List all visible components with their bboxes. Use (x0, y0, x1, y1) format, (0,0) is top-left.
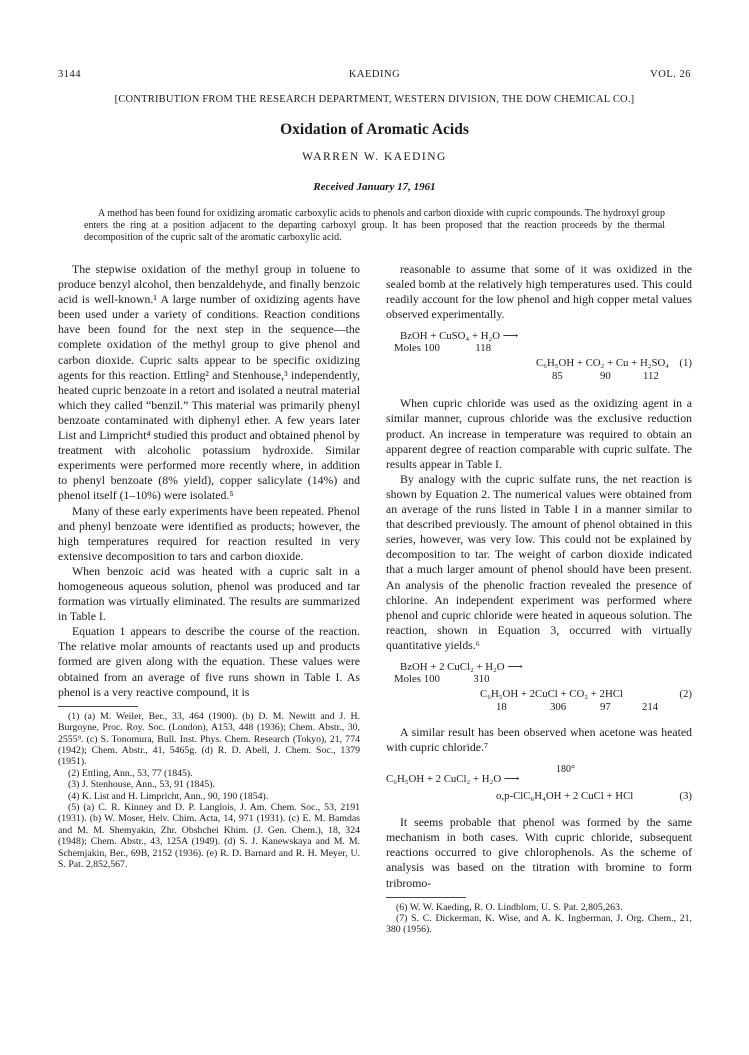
paragraph: A similar result has been observed when acetone was heated with cupric chloride.⁷ (386, 724, 692, 755)
equation-line: C₆H₅OH + 2 CuCl₂ + H₂O ⟶ (386, 773, 520, 786)
moles-value: 97 (600, 700, 611, 713)
moles-value: 18 (496, 700, 507, 713)
author-name: WARREN W. KAEDING (302, 151, 447, 163)
footnote-rule (386, 897, 466, 898)
footnote: (1) (a) M. Weiler, Ber., 33, 464 (1900). (b) D. M. Newitt and J. H. Burgoyne, Proc. Roy. Soc. (London), A153, 448 (1936); Chem. Abstr., 30, 2555⁹. (c) S. Tonomura, Bull. Inst. Phys. Chem. Research (Tokyo), 21, 774 (1942); Chem. Abstr., 41, 5465g. (d) R. D. Abell, J. Chem. Soc., 1379 (1951). (58, 710, 360, 768)
footnote: (5) (a) C. R. Kinney and D. P. Langlois, J. Am. Chem. Soc., 53, 2191 (1931). (b) W. Moser, Helv. Chim. Acta, 14, 971 (1931). (c) E. M. Bamdas and M. M. Shemyakin, Zhr. Obshchei Khim. (J. Gen. Chem.), 18, 324 (1948); Chem. Abstr., 43, 125A (1949). (d) S. J. Kanewskaya and M. M. Schemjakin, Ber., 69B, 2152 (1936). (e) R. D. Barnard and R. H. Meyer, U. S. Pat. 2,852,567. (58, 801, 360, 870)
footnote: (7) S. C. Dickerman, K. Wise, and A. K. Ingberman, J. Org. Chem., 21, 380 (1956). (386, 913, 692, 936)
contribution-line: [CONTRIBUTION FROM THE RESEARCH DEPARTMENT, WESTERN DIVISION, THE DOW CHEMICAL CO.] (114, 94, 635, 105)
volume-label: VOL. 26 (650, 69, 691, 80)
equation-line: C₆H₅OH + CO₂ + Cu + H₂SO₄ (536, 357, 670, 370)
abstract: A method has been found for oxidizing aromatic carboxylic acids to phenols and carbon dioxide with cupric compounds. The hydroxyl group enters the ring at a position adjacent to the departing carboxyl group. It has been proposed that the reaction proceeds by the thermal decomposition of the cupric salt of the aromatic carboxylic acid. (84, 208, 665, 243)
footnotes-left (58, 711, 360, 871)
equation-line: o,p-ClC₆H₄OH + 2 CuCl + HCl (496, 790, 634, 803)
running-author: KAEDING (348, 69, 401, 80)
running-header (58, 69, 691, 83)
equation-2 (386, 661, 692, 717)
equation-3 (386, 763, 692, 807)
equation-1 (386, 330, 692, 388)
footnotes-right (386, 902, 692, 936)
paragraph: When cupric chloride was used as the oxidizing agent in a similar manner, cuprous chloride was the exclusive reduction product. An increase in temperature was required to obtain an apparent degree of reaction comparable with cupric sulfate. The results appear in Table I. (386, 396, 692, 471)
article-title: Oxidation of Aromatic Acids (280, 121, 469, 138)
paragraph: By analogy with the cupric sulfate runs, the net reaction is shown by Equation 2. The numerical values were obtained from an average of the runs listed in Table I in a manner similar to that described previously. The amount of phenol obtained in this series, however, was very low. This could not be explained by decomposition to tar. The weight of carbon dioxide indicated that a much larger amount of phenol should have been present. An analysis of the phenolic fraction revealed the presence of chlorine. An independent experiment was performed where phenol and cupric chloride were heated in aqueous solution. The reaction, shown in Equation 3, occurred with virtually quantitative yields.⁶ (386, 471, 692, 652)
moles-value: 112 (643, 370, 659, 383)
moles-value: 214 (642, 700, 659, 713)
moles-value: 306 (550, 700, 567, 713)
page-number: 3144 (58, 69, 81, 80)
footnote: (6) W. W. Kaeding, R. O. Lindblom, U. S. Pat. 2,805,263. (396, 901, 623, 913)
footnote: (2) Ettling, Ann., 53, 77 (1845). (68, 767, 193, 779)
moles-label: Moles 100 (394, 672, 440, 685)
paragraph: The stepwise oxidation of the methyl group in toluene to produce benzyl alcohol, then benzaldehyde, and finally benzoic acid is well-known.¹ A large number of oxidizing agents have been used under a variety of conditions. Reaction conditions have been found for the next step in the sequence—the complete oxidation of the methyl group to give phenol and carbon dioxide. Cupric salts appear to be specific oxidizing agents for this reaction. Ettling² and Stenhouse,³ independently, heated cupric benzoate in a retort and isolated a neutral material which they called “benzil.” This material was primarily phenyl benzoate contaminated with diphenyl ether. A few years later List and Limpricht⁴ studied this product and obtained phenol by treatment with alcoholic potassium hydroxide. Similar experiments were performed more recently where, in addition to phenyl benzoate (8% yield), copper salicylate (14%) and phenol itself (1–10%) were isolated.⁵ (58, 262, 360, 503)
left-column (58, 262, 360, 870)
equation-line: BzOH + CuSO₄ + H₂O ⟶ (400, 330, 519, 343)
paragraph: Equation 1 appears to describe the course of the reaction. The relative molar amounts of reactants used up and products formed are given along with the equation. These values were obtained from an average of five runs shown in Table I. As phenol is a very reactive compound, it is (58, 624, 360, 699)
reaction-temperature: 180° (556, 764, 575, 776)
equation-number: (2) (679, 687, 692, 700)
right-column (386, 262, 692, 936)
paragraph: When benzoic acid was heated with a cupric salt in a homogeneous aqueous solution, phenol was produced and tar formation was virtually eliminated. The results are summarized in Table I. (58, 563, 360, 624)
equation-line: C₆H₅OH + 2CuCl + CO₂ + 2HCl (480, 687, 623, 700)
moles-value: 118 (475, 342, 492, 355)
moles-value: 90 (600, 370, 611, 383)
paragraph: It seems probable that phenol was formed by the same mechanism in both cases. With cupric chloride, subsequent reactions occurred to give chlorophenols. As the scheme of analysis was based on the titration with bromine to form tribromo- (386, 815, 692, 890)
paragraph: reasonable to assume that some of it was oxidized in the sealed bomb at the relatively high temperatures used. This could readily account for the low phenol and high copper metal values observed experimentally. (386, 262, 692, 322)
footnote: (4) K. List and H. Limpricht, Ann., 90, 190 (1854). (68, 790, 269, 802)
moles-value: 85 (552, 370, 563, 383)
moles-value: 310 (473, 672, 490, 685)
equation-number: (1) (679, 357, 692, 370)
equation-line: BzOH + 2 CuCl₂ + H₂O ⟶ (400, 660, 523, 673)
footnote-rule (58, 706, 138, 707)
paragraph: Many of these early experiments have been repeated. Phenol and phenyl benzoate were identified as products; however, the high temperatures required for reaction resulted in very extensive decomposition to tars and carbon dioxide. (58, 503, 360, 563)
received-date: Received January 17, 1961 (313, 181, 436, 193)
footnote: (3) J. Stenhouse, Ann., 53, 91 (1845). (68, 779, 215, 791)
equation-number: (3) (679, 790, 692, 803)
moles-label: Moles 100 (394, 342, 440, 355)
